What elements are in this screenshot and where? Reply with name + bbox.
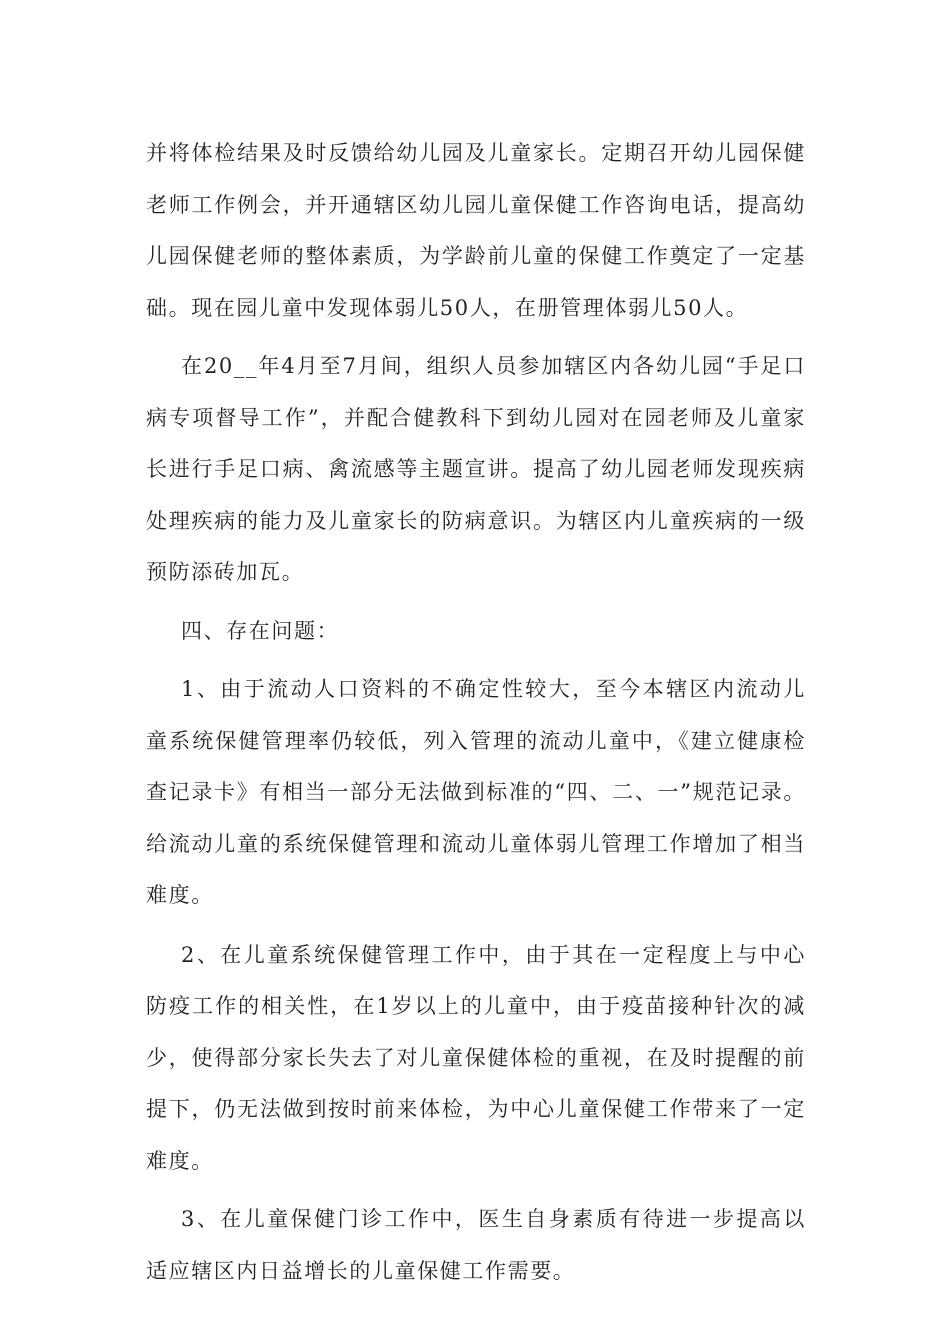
paragraph-problem-1: 1、由于流动人口资料的不确定性较大，至今本辖区内流动儿童系统保健管理率仍较低，列入管理的流动儿童中，《建立健康检查记录卡》有相当一部分无法做到标准的“四、二、一”规范记录。给流动儿童的系统保健管理和流动儿童体弱儿管理工作增加了相当难度。 [146,677,806,907]
paragraph-hfmd-supervision: 在20__年4月至7月间，组织人员参加辖区内各幼儿园“手足口病专项督导工作”，并配合健教科下到幼儿园对在园老师及儿童家长进行手足口病、禽流感等主题宣讲。提高了幼儿园老师发现疾病处理疾病的能力及儿童家长的防病意识。为辖区内儿童疾病的一级预防添砖加瓦。 [146,354,806,584]
paragraph-problem-2: 2、在儿童系统保健管理工作中，由于其在一定程度上与中心防疫工作的相关性，在1岁以上的儿童中，由于疫苗接种针次的减少，使得部分家长失去了对儿童保健体检的重视，在及时提醒的前提下，仍无法做到按时前来体检，为中心儿童保健工作带来了一定难度。 [146,942,806,1173]
document-body [146,128,806,1304]
section-heading-existing-problems: 四、存在问题： [181,618,340,643]
paragraph-kindergarten-checkup: 并将体检结果及时反馈给幼儿园及儿童家长。定期召开幼儿园保健老师工作例会，并开通辖区幼儿园儿童保健工作咨询电话，提高幼儿园保健老师的整体素质，为学龄前儿童的保健工作奠定了一定基础。现在园儿童中发现体弱儿50人，在册管理体弱儿50人。 [146,141,806,320]
paragraph-problem-3: 3、在儿童保健门诊工作中，医生自身素质有待进一步提高以适应辖区内日益增长的儿童保健工作需要。 [146,1207,806,1283]
